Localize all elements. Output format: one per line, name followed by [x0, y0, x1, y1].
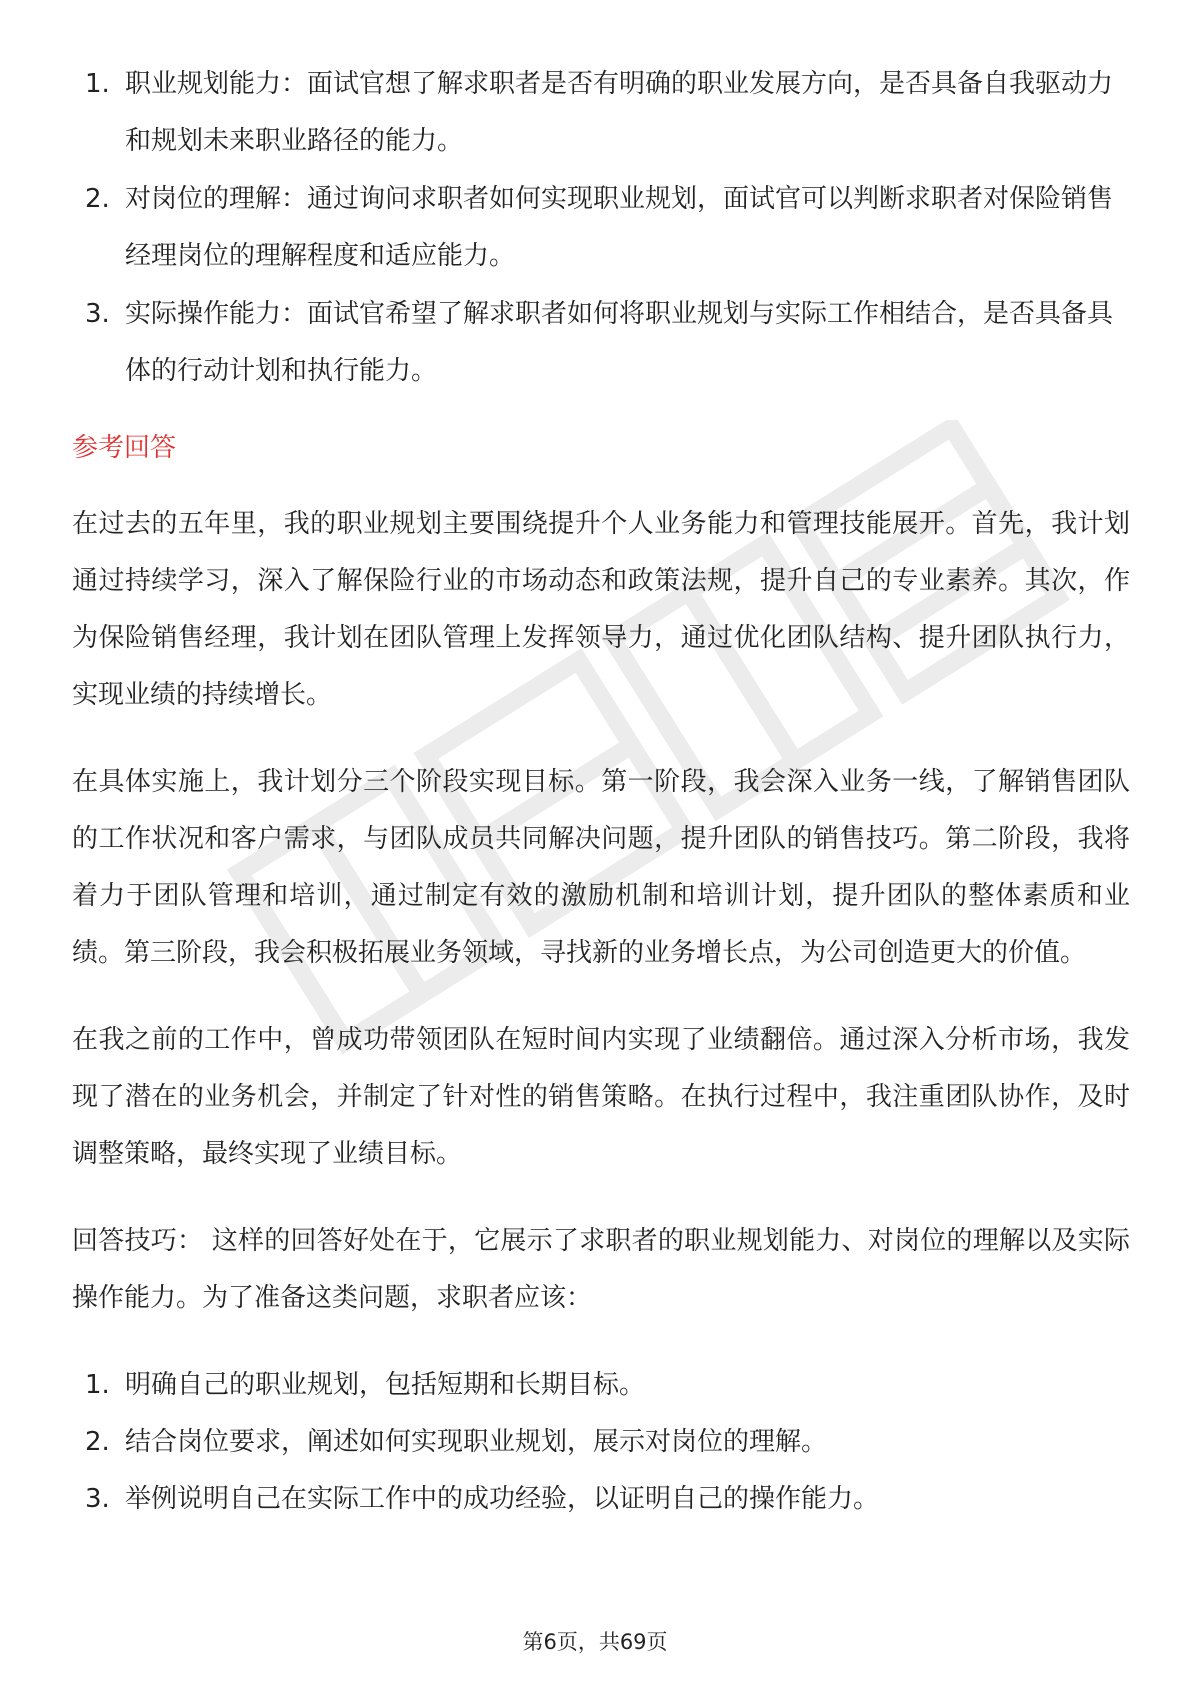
list-item-text: 明确自己的职业规划，包括短期和长期目标。 [125, 1370, 646, 1400]
list-number: 1. [85, 69, 110, 99]
answer-paragraph: 在具体实施上，我计划分三个阶段实现目标。第一阶段，我会深入业务一线，了解销售团队的工作状况和客户需求，与团队成员共同解决问题，提升团队的销售技巧。第二阶段，我将着力于团队管理和培训，通过制定有效的激励机制和培训计划，提升团队的整体素质和业绩。第三阶段，我会积极拓展业务领域，寻找新的业务增长点，为公司创造更大的价值。 [72, 767, 1130, 968]
page-number-footer: 第6页，共69页 [522, 1630, 668, 1654]
answer-paragraph: 在过去的五年里，我的职业规划主要围绕提升个人业务能力和管理技能展开。首先，我计划通过持续学习，深入了解保险行业的市场动态和政策法规，提升自己的专业素养。其次，作为保险销售经理，我计划在团队管理上发挥领导力，通过优化团队结构、提升团队执行力，实现业绩的持续增长。 [72, 509, 1130, 710]
list-item [72, 1414, 1130, 1471]
list-item-text: 举例说明自己在实际工作中的成功经验，以证明自己的操作能力。 [125, 1484, 880, 1514]
interviewer-intent-list [72, 56, 1130, 400]
preparation-tips-list [72, 1357, 1130, 1528]
list-number: 2. [85, 1427, 110, 1457]
answer-tips-paragraph: 回答技巧： 这样的回答好处在于，它展示了求职者的职业规划能力、对岗位的理解以及实际操作能力。为了准备这类问题，求职者应该： [72, 1226, 1130, 1313]
list-number: 3. [85, 1484, 110, 1514]
list-item [72, 286, 1130, 400]
list-item [72, 171, 1130, 285]
list-item-text: 对岗位的理解：通过询问求职者如何实现职业规划，面试官可以判断求职者对保险销售经理岗位的理解程度和适应能力。 [125, 184, 1114, 271]
list-item-text: 结合岗位要求，阐述如何实现职业规划，展示对岗位的理解。 [125, 1427, 828, 1457]
list-number: 2. [85, 184, 110, 214]
document-page [72, 56, 1130, 1528]
list-number: 1. [85, 1370, 110, 1400]
list-item [72, 1471, 1130, 1528]
list-item-text: 实际操作能力：面试官希望了解求职者如何将职业规划与实际工作相结合，是否具备具体的行动计划和执行能力。 [125, 299, 1114, 386]
list-item [72, 56, 1130, 170]
list-item-text: 职业规划能力：面试官想了解求职者是否有明确的职业发展方向，是否具备自我驱动力和规划未来职业路径的能力。 [125, 69, 1114, 156]
list-item [72, 1357, 1130, 1414]
answer-paragraph: 在我之前的工作中，曾成功带领团队在短时间内实现了业绩翻倍。通过深入分析市场，我发现了潜在的业务机会，并制定了针对性的销售策略。在执行过程中，我注重团队协作，及时调整策略，最终实现了业绩目标。 [72, 1025, 1130, 1169]
answer-heading: 参考回答 [72, 433, 177, 463]
list-number: 3. [85, 299, 110, 329]
